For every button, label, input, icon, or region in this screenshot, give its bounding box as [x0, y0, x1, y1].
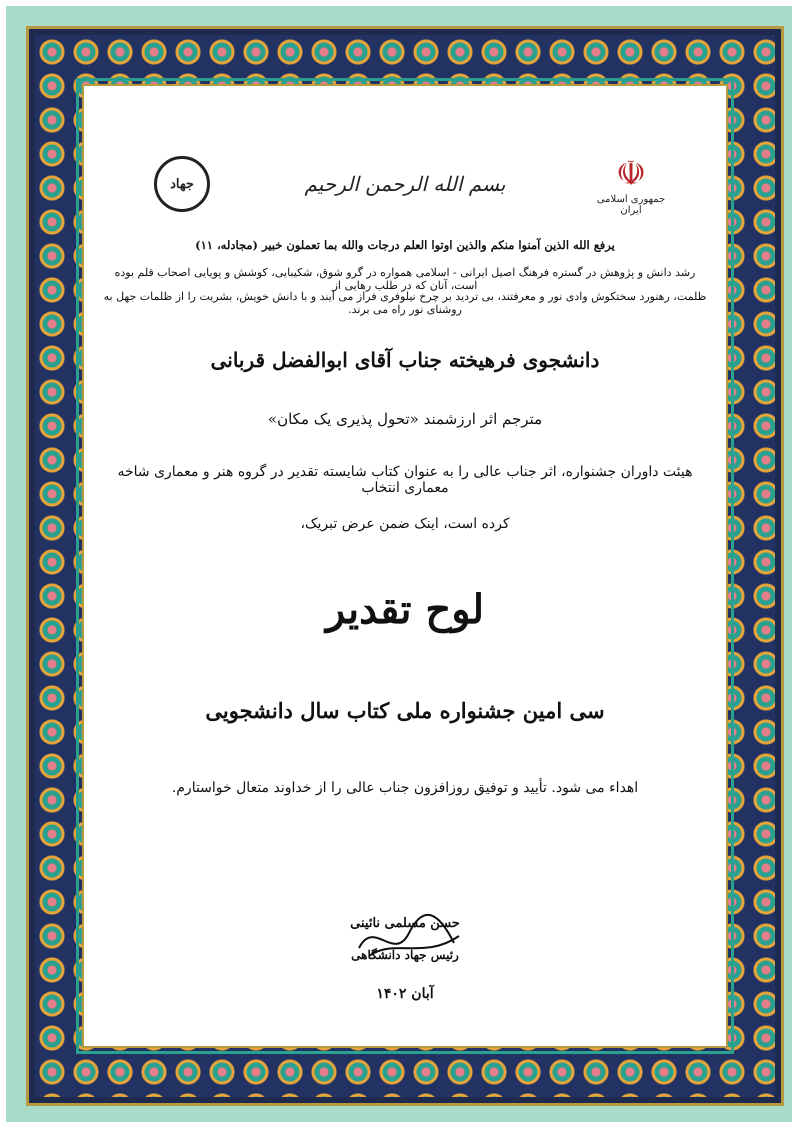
body-line-1: هیئت داوران جشنواره، اثر جناب عالی را به عنوان کتاب شایسته تقدیر در گروه هنر و معماری شاخه معماری انتخاب — [117, 464, 693, 496]
jahad-logo-text: جهاد — [170, 176, 194, 192]
recipient-name: دانشجوی فرهیخته جناب آقای ابوالفضل قربانی — [210, 348, 600, 372]
signatory-role: رئیس جهاد دانشگاهی — [351, 948, 459, 962]
body-line-2: کرده است، اینک ضمن عرض تبریک، — [300, 516, 510, 532]
bismillah-calligraphy: بسم الله الرحمن الرحیم — [304, 172, 506, 196]
intro-line-1: رشد دانش و پژوهش در گستره فرهنگ اصیل ایرانی - اسلامی همواره در گرو شوق، شکیبایی، کوشش و پویایی اصحاب قلم بوده است، آنان که در طلب رهایی از — [114, 266, 696, 292]
festival-name: سی امین جشنواره ملی کتاب سال دانشجویی — [205, 698, 605, 723]
signatory-name: حسن مسلمی نائینی — [350, 916, 460, 931]
issue-date: آبان ۱۴۰۲ — [376, 986, 434, 1002]
certificate-background — [6, 6, 792, 1122]
certificate-title: لوح تقدیر — [325, 586, 485, 633]
certificate-page — [82, 84, 728, 1048]
quran-verse: یرفع الله الذین آمنوا منکم والذین اوتوا العلم درجات والله بما تعملون خبیر (مجادله، ۱۱) — [195, 238, 615, 252]
work-title: مترجم اثر ارزشمند «تحول پذیری یک مکان» — [267, 410, 543, 428]
closing-line: اهداء می شود. تأیید و توفیق روزافزون جناب عالی را از خداوند متعال خواستارم. — [171, 780, 639, 796]
intro-line-2: ظلمت، رهنورد سختکوش وادی نور و معرفتند، بی تردید بر چرخ نیلوفری فراز می آیند و با دانش خویش، بشریت را از ظلمات جهل به روشنای نور راه می برند. — [103, 290, 707, 316]
iran-emblem-icon: ☫ — [615, 154, 647, 194]
iran-emblem-caption: جمهوری اسلامی ایران — [596, 194, 666, 216]
